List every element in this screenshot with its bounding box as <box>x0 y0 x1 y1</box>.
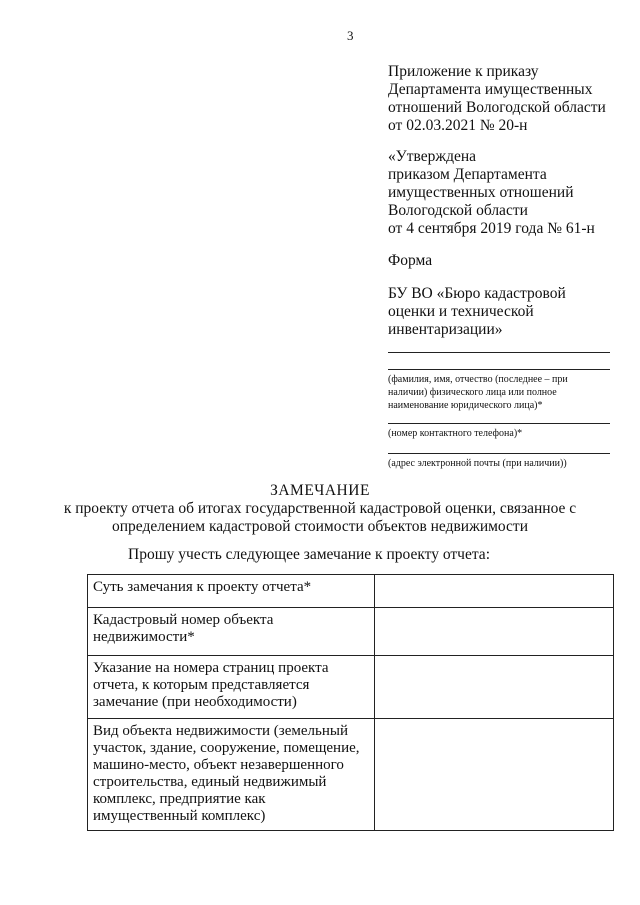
row-label: Кадастровый номер объекта недвижимости* <box>88 608 375 656</box>
recipient-block <box>388 285 628 339</box>
name-field-caption <box>388 373 610 412</box>
appendix-line: от 02.03.2021 № 20-н <box>388 117 528 134</box>
caption-line: (фамилия, имя, отчество (последнее – при <box>388 374 568 385</box>
caption-line: наименование юридического лица)* <box>388 400 543 411</box>
row-value-cell[interactable] <box>375 719 614 831</box>
table-row <box>88 575 614 608</box>
email-field-caption: (адрес электронной почты (при наличии)) <box>388 458 567 469</box>
table-row <box>88 719 614 831</box>
appendix-block <box>388 63 628 135</box>
phone-field <box>388 423 610 440</box>
approved-line: «Утверждена <box>388 148 477 165</box>
approved-line: от 4 сентября 2019 года № 61-н <box>388 220 595 237</box>
email-field <box>388 453 610 470</box>
appendix-line: Приложение к приказу <box>388 63 539 80</box>
recipient-line: оценки и технической <box>388 303 534 320</box>
email-field-rule <box>388 453 610 454</box>
remarks-table <box>87 574 614 831</box>
table-row <box>88 608 614 656</box>
approved-block <box>388 148 628 238</box>
blank-line <box>388 352 610 353</box>
row-value-cell[interactable] <box>375 656 614 719</box>
row-value-cell[interactable] <box>375 575 614 608</box>
name-field <box>388 369 610 412</box>
recipient-line: инвентаризации» <box>388 321 503 338</box>
name-field-rule <box>388 369 610 370</box>
appendix-line: отношений Вологодской области <box>388 99 606 116</box>
document-title <box>0 482 640 536</box>
appendix-line: Департамента имущественных <box>388 81 593 98</box>
phone-field-rule <box>388 423 610 424</box>
approved-line: приказом Департамента <box>388 166 547 183</box>
recipient-line: БУ ВО «Бюро кадастровой <box>388 285 566 302</box>
approved-line: Вологодской области <box>388 202 528 219</box>
title-heading: ЗАМЕЧАНИЕ <box>270 482 370 499</box>
intro-text: Прошу учесть следующее замечание к проекту отчета: <box>128 546 490 563</box>
row-label: Указание на номера страниц проекта отчета, к которым представляется замечание (при необходимости) <box>88 656 375 719</box>
title-line: к проекту отчета об итогах государственной кадастровой оценки, связанное с <box>63 500 577 517</box>
approved-line: имущественных отношений <box>388 184 574 201</box>
table-row <box>88 656 614 719</box>
title-line: определением кадастровой стоимости объектов недвижимости <box>111 518 529 535</box>
row-label: Вид объекта недвижимости (земельный участок, здание, сооружение, помещение, машино-место, объект незавершенного строительства, единый недвижимый комплекс, предприятие как имущественный комплекс) <box>88 719 375 831</box>
form-label: Форма <box>388 252 433 269</box>
row-value-cell[interactable] <box>375 608 614 656</box>
caption-line: наличии) физического лица или полное <box>388 387 557 398</box>
row-label: Суть замечания к проекту отчета* <box>88 575 375 608</box>
phone-field-caption: (номер контактного телефона)* <box>388 428 523 439</box>
page-number: 3 <box>347 28 354 43</box>
